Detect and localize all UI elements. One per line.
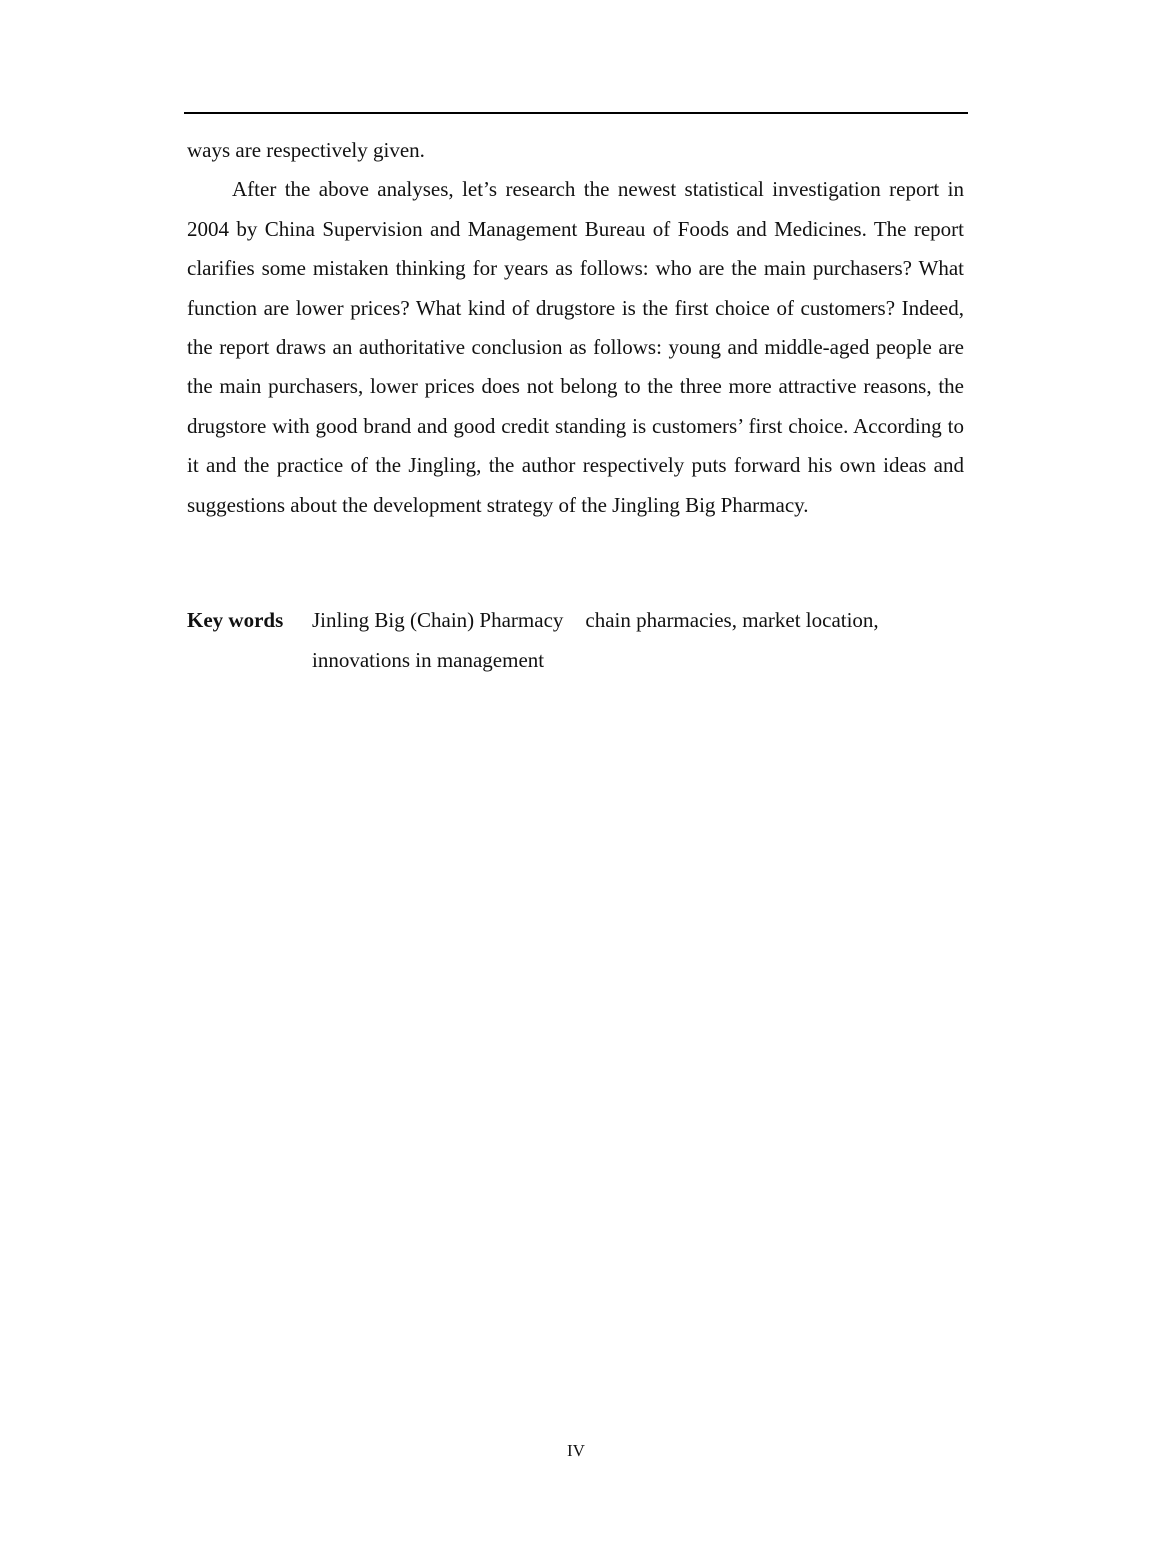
keyword-term: Jinling Big (Chain) Pharmacy (312, 608, 564, 632)
abstract-body (187, 131, 964, 525)
keywords-section (187, 600, 964, 680)
keywords-list (312, 600, 964, 680)
keyword-term: chain pharmacies, market location, (585, 608, 879, 632)
keywords-line-2 (312, 640, 964, 680)
page-number: IV (567, 1441, 585, 1460)
keywords-line-1 (312, 600, 964, 640)
abstract-paragraph: After the above analyses, let’s research the newest statistical investigation report in 2004 by China Supervision and Management Bureau of Foods and Medicines. The report clarifies some mistaken thinking for years as follows: who are the main purchasers? What function are lower prices? What kind of drugstore is the first choice of customers? Indeed, the report draws an authoritative conclusion as follows: young and middle-aged people are the main purchasers, lower prices does not belong to the three more attractive reasons, the drugstore with good brand and good credit standing is customers’ first choice. According to it and the practice of the Jingling, the author respectively puts forward his own ideas and suggestions about the development strategy of the Jingling Big Pharmacy. (187, 177, 964, 517)
continuation-line: ways are respectively given. (187, 138, 425, 162)
keyword-term: innovations in management (312, 648, 545, 672)
header-rule (184, 112, 968, 114)
keywords-label: Key words (187, 608, 284, 632)
